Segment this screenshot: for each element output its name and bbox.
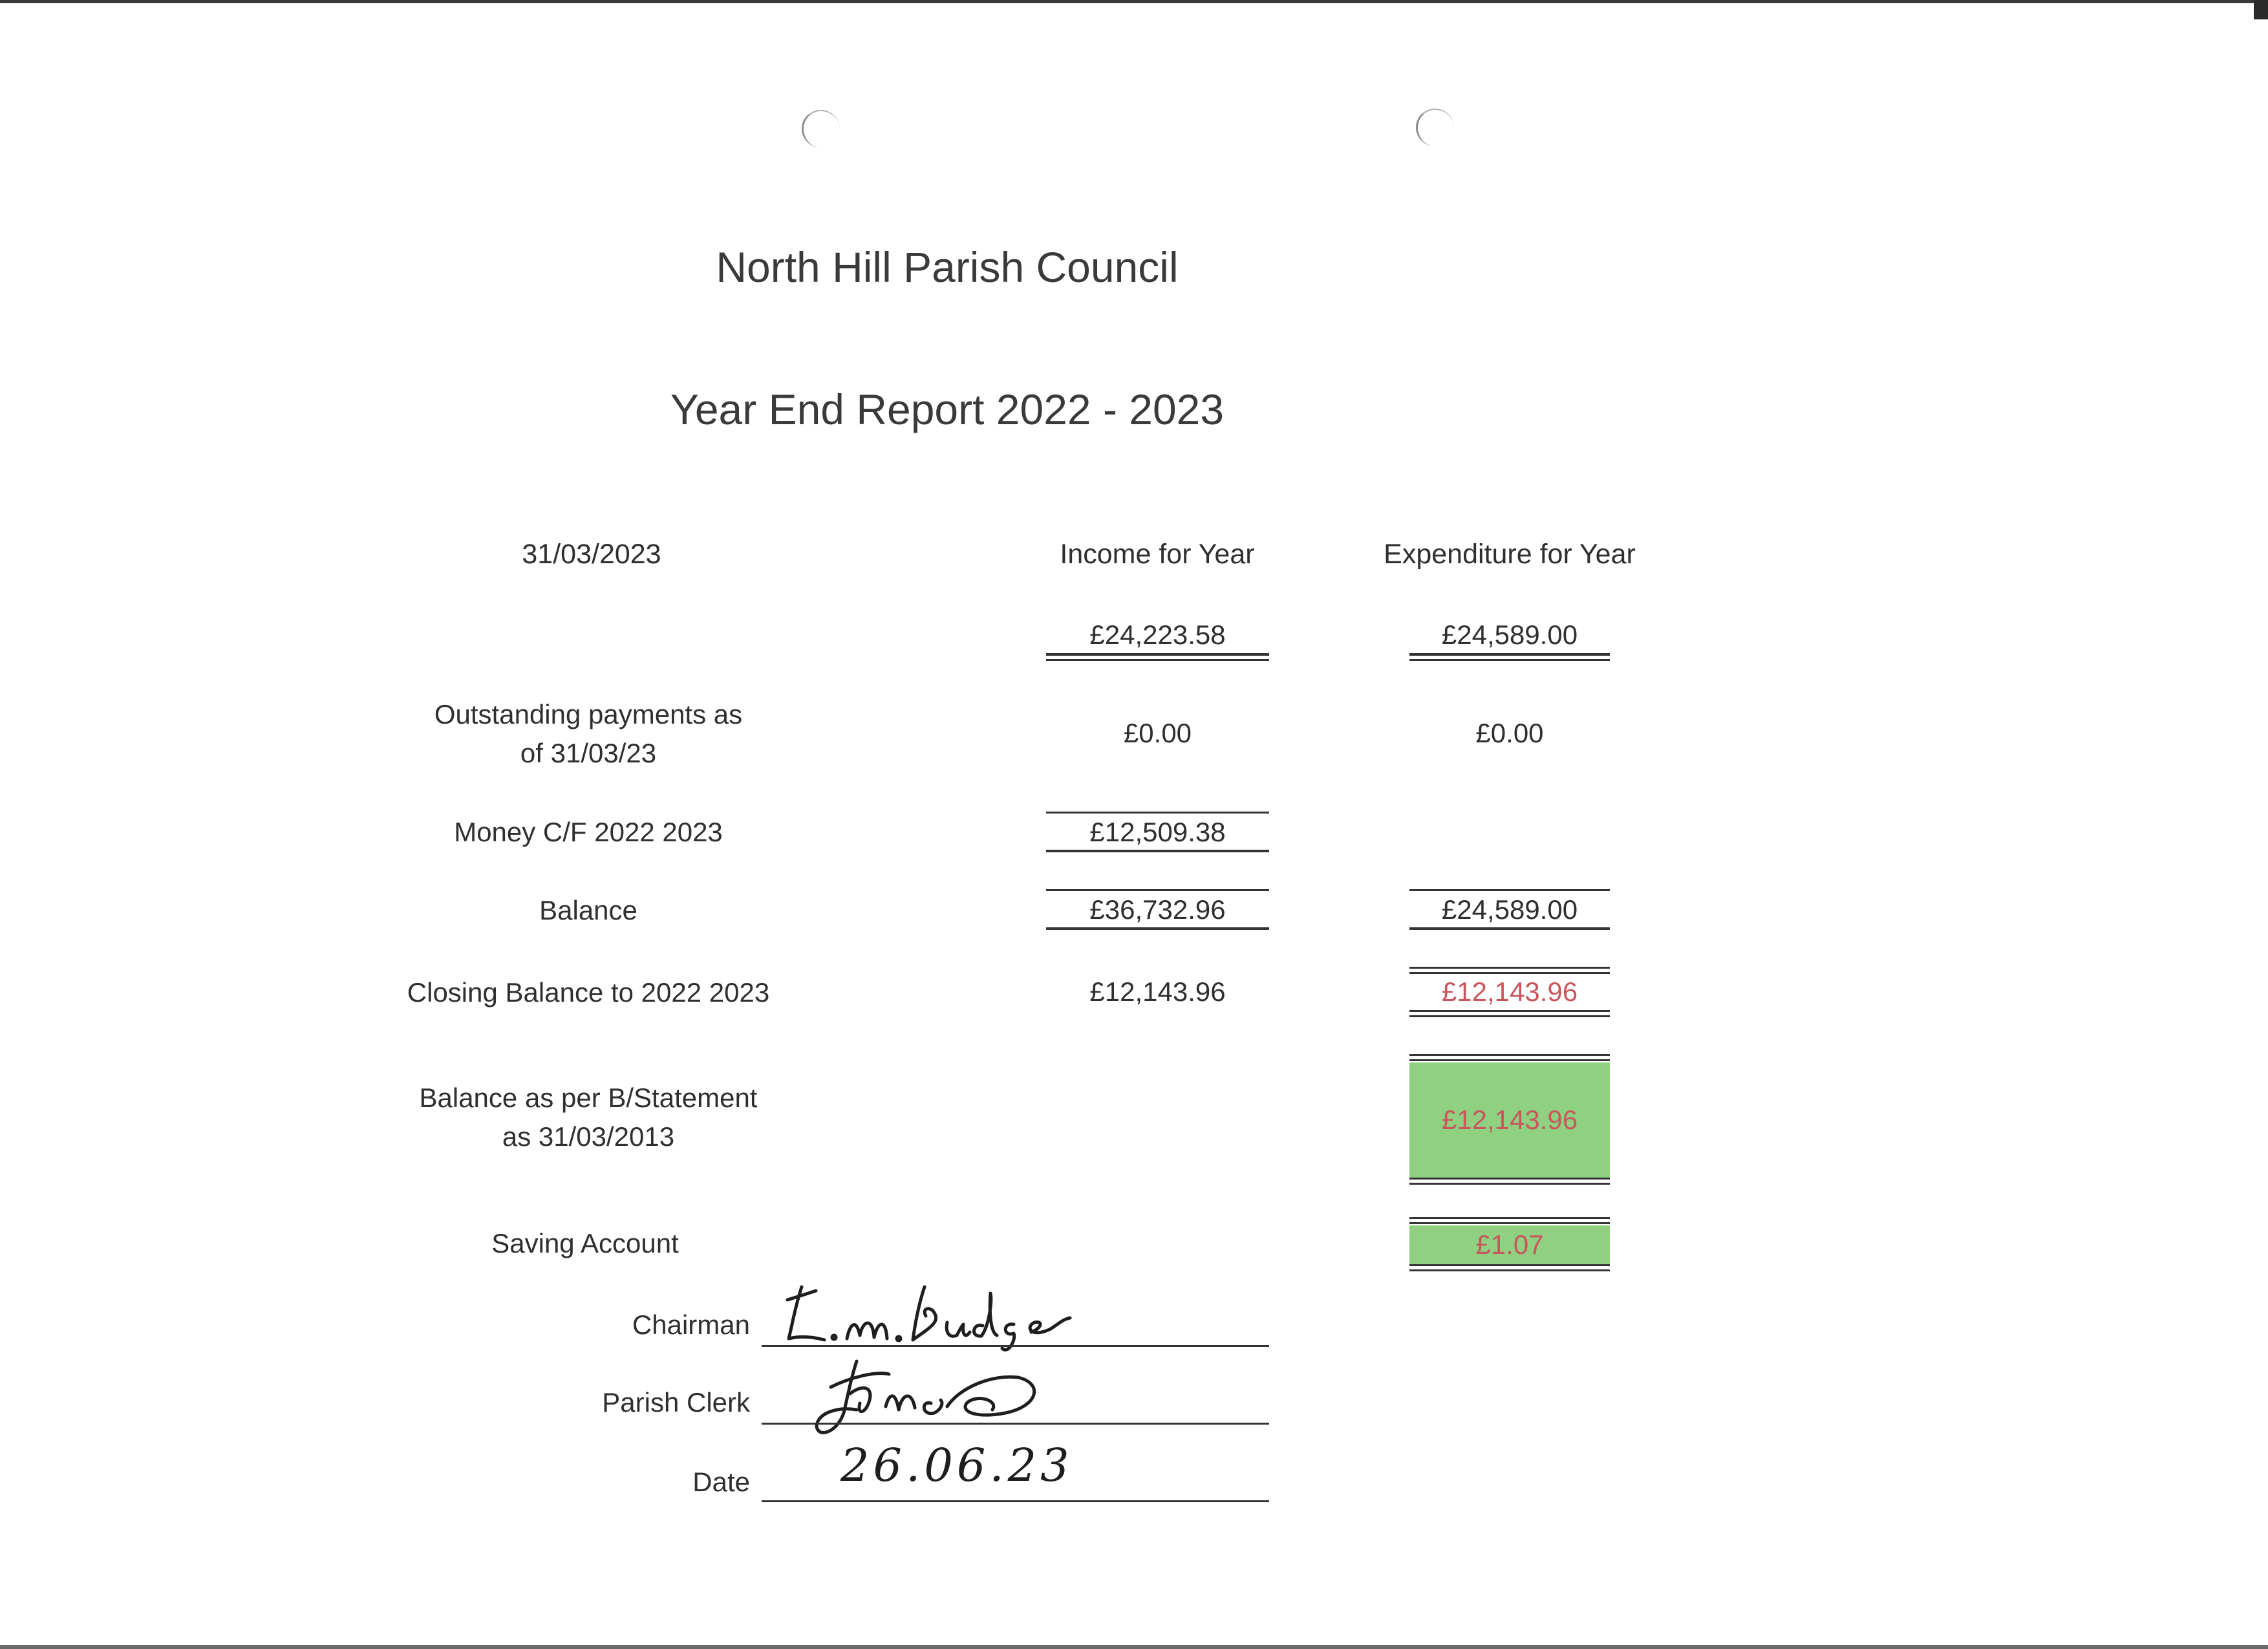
chairman-label: Chairman: [632, 1310, 750, 1340]
balance-income-underline: [1046, 927, 1269, 930]
saving-account-underline-2: [1409, 1269, 1610, 1271]
balance-label: Balance: [539, 895, 637, 925]
saving-account-label: Saving Account: [491, 1228, 679, 1258]
signed-date: 26.06.23: [840, 1439, 1073, 1492]
closing-balance-income: £12,143.96: [1089, 976, 1226, 1007]
expenditure-total: £24,589.00: [1441, 620, 1578, 650]
date-label: Date: [692, 1467, 750, 1497]
money-cf-income: £12,509.38: [1089, 817, 1226, 847]
balance-expenditure-overline: [1409, 889, 1610, 891]
clerk-signature-line: [762, 1423, 1269, 1425]
money-cf-overline: [1046, 812, 1269, 814]
outstanding-label-line2: of 31/03/23: [520, 738, 657, 768]
outstanding-label-line1: Outstanding payments as: [434, 699, 743, 729]
closing-balance-overline-2: [1409, 972, 1610, 974]
closing-balance-overline-1: [1409, 967, 1610, 969]
income-total-underline-2: [1046, 659, 1269, 661]
clerk-label: Parish Clerk: [602, 1387, 750, 1417]
outstanding-label: [388, 695, 789, 773]
income-total-underline: [1046, 653, 1269, 656]
income-header: Income for Year: [1060, 539, 1255, 570]
outstanding-expenditure: £0.00: [1475, 718, 1544, 748]
council-name: North Hill Parish Council: [716, 243, 1179, 291]
closing-balance-expenditure: £12,143.96: [1441, 976, 1578, 1007]
expenditure-total-underline: [1409, 653, 1610, 656]
expenditure-header: Expenditure for Year: [1384, 539, 1636, 570]
outstanding-income: £0.00: [1123, 718, 1192, 748]
chairman-signature: [776, 1267, 1073, 1358]
date-line: [762, 1500, 1269, 1502]
bank-statement-overline-1: [1409, 1054, 1610, 1056]
money-cf-label: Money C/F 2022 2023: [454, 817, 723, 847]
scan-corner-mark: [2254, 0, 2268, 19]
balance-income: £36,732.96: [1089, 894, 1226, 925]
bank-statement-underline-1: [1409, 1178, 1610, 1180]
bank-statement-label: [388, 1079, 789, 1156]
saving-account-expenditure: £1.07: [1409, 1225, 1610, 1264]
saving-account-overline-1: [1409, 1217, 1610, 1219]
bank-statement-expenditure: £12,143.96: [1409, 1062, 1610, 1178]
bank-statement-overline-2: [1409, 1059, 1610, 1061]
scan-top-edge: [0, 0, 2268, 3]
saving-account-overline-2: [1409, 1222, 1610, 1224]
bank-statement-label-line2: as 31/03/2013: [502, 1121, 675, 1152]
scan-bottom-edge: [0, 1645, 2268, 1649]
income-total: £24,223.58: [1089, 620, 1226, 650]
money-cf-underline: [1046, 850, 1269, 852]
closing-balance-label: Closing Balance to 2022 2023: [407, 977, 770, 1008]
closing-balance-underline-1: [1409, 1010, 1610, 1012]
chairman-signature-line: [762, 1345, 1269, 1347]
punch-hole-right: [1416, 109, 1454, 146]
balance-expenditure: £24,589.00: [1441, 894, 1578, 925]
closing-balance-underline-2: [1409, 1015, 1610, 1017]
expenditure-total-underline-2: [1409, 659, 1610, 661]
balance-expenditure-underline: [1409, 927, 1610, 930]
clerk-signature: [811, 1348, 1057, 1445]
report-title: Year End Report 2022 - 2023: [670, 385, 1225, 433]
report-date: 31/03/2023: [522, 539, 661, 570]
bank-statement-label-line1: Balance as per B/Statement: [419, 1083, 758, 1113]
bank-statement-underline-2: [1409, 1183, 1610, 1185]
punch-hole-left: [802, 110, 840, 147]
balance-income-overline: [1046, 889, 1269, 891]
saving-account-underline-1: [1409, 1264, 1610, 1266]
